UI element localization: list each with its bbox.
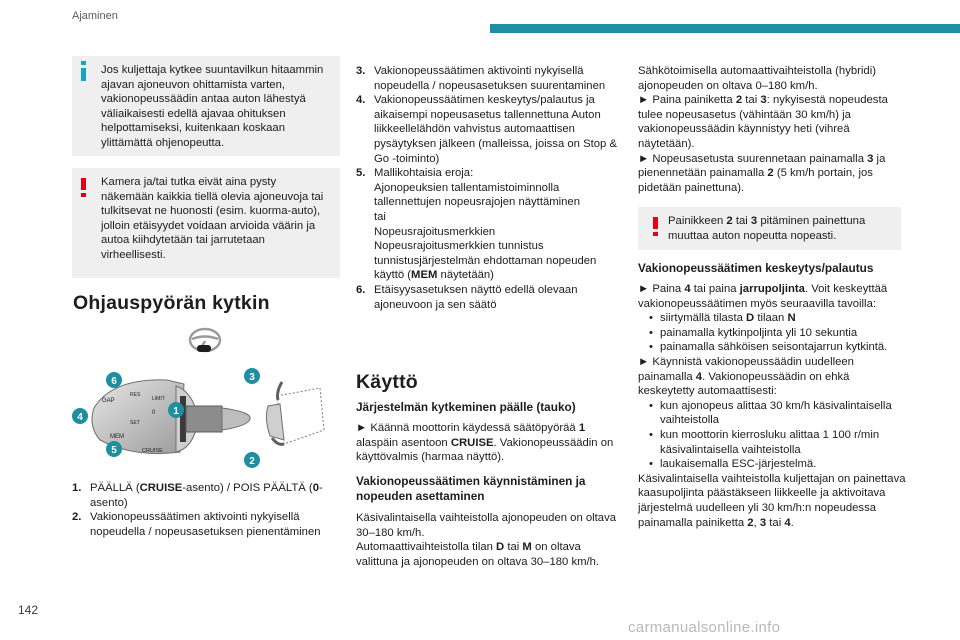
p3-d: M — [522, 541, 532, 554]
r-p6-a: Käsivalintaisella vaihteistolla kuljettajan on painettava kaasupoljinta päästäkseen liikkeelle ja aktivoitava järjestelmä uudelleen yli 30 km/h:n nopeudessa painamalla painiketta — [638, 472, 906, 529]
rw-c: tai — [732, 215, 751, 227]
list-item: • kun moottorin kierrosluku alittaa 1 100 r/min käsivalintaisella vaihteistolla — [638, 428, 906, 457]
callout-4: 4 — [77, 412, 83, 423]
list-item-6 — [356, 283, 618, 312]
r-p2-d: 3 — [760, 94, 767, 107]
warning-icon — [81, 178, 86, 190]
item1-text-a: PÄÄLLÄ ( — [90, 482, 140, 494]
item5-line1: Mallikohtaisia eroja: — [374, 167, 474, 180]
list-item-2 — [72, 510, 340, 539]
stalk-label-mem: MEM — [110, 434, 124, 440]
b1-1-a: painamalla kytkinpoljinta yli 10 sekuntia — [660, 326, 858, 339]
warning-icon — [653, 217, 658, 229]
r-p4-d: jarrupoljinta — [739, 283, 805, 295]
rw-b: 2 — [726, 215, 733, 227]
item4-text: Vakionopeussäätimen keskeytys/palautus ja aikaisempi nopeusasetus tallennettuna Auton liikkeellelähdön vahvistus automaattisen pysäytyksen jälkeen (malleissa, joissa on Stop & Go -toiminto) — [374, 94, 617, 165]
info-note-text: Jos kuljettaja kytkee suuntavilkun hitaammin ajavan ajoneuvon ohittamista varten, vakionopeussäädin antaa auton lähestyä väliaikaisesti edellä ajavaa ohituksen helpottamiseksi, kuitenkaan koskaan ylittämättä ohjenopeutta. — [101, 64, 324, 149]
r-p6-d: 3 — [759, 516, 767, 529]
list-item — [638, 311, 906, 326]
r-p4-a: ► Paina — [638, 283, 685, 295]
r-p5-b: 4 — [695, 370, 703, 383]
r-p2-a: ► Paina painiketta — [638, 94, 736, 107]
item-number: 1. — [72, 482, 82, 494]
p1-e: . Vakionopeussäädin on käyttövalmis (harmaa näyttö). — [356, 436, 614, 464]
r-p5-c: . Vakionopeussäädin on ehkä keskeytetty automaattisesti: — [638, 370, 850, 398]
list-item-4 — [356, 93, 618, 166]
r-p5-a: ► Käynnistä vakionopeussäädin uudelleen painamalla — [638, 355, 854, 383]
item5-line3: tai — [374, 210, 386, 223]
r-p6-f: 4 — [784, 516, 791, 529]
callout-1: 1 — [173, 406, 179, 417]
p1-c: alaspäin asentoon — [356, 436, 451, 449]
r-p4-b: 4 — [684, 283, 691, 295]
r-p6-e: tai — [766, 516, 785, 529]
p1-b: 1 — [578, 422, 586, 434]
rw-e: pitäminen painettuna muuttaa auton nopeutta nopeasti. — [668, 215, 866, 242]
p3-c: tai — [504, 541, 523, 554]
p3-b: D — [496, 541, 505, 554]
item5-line4: Nopeusrajoitusmerkkien — [374, 225, 496, 238]
list-item: • kun ajonopeus alittaa 30 km/h käsivalintaisella vaihteistolla — [638, 399, 906, 428]
item3-text: Vakionopeussäätimen aktivointi nykyisellä nopeudella / nopeusasetuksen suurentaminen — [374, 65, 606, 92]
item5-line5b: MEM — [411, 269, 438, 282]
steering-wheel-icon — [186, 325, 224, 357]
p3-a: Automaattivaihteistolla tilan — [356, 541, 497, 554]
r-p4-c: tai paina — [690, 283, 740, 295]
section-title: Ajaminen — [72, 10, 118, 22]
page-number: 142 — [18, 603, 39, 617]
item-number: 6. — [356, 283, 366, 296]
p1-d: CRUISE — [450, 436, 494, 449]
stalk-label-res: RES — [130, 392, 141, 398]
r-p6-c: , — [753, 516, 760, 529]
r-p2-c: tai — [742, 94, 761, 107]
warning-note-text: Kamera ja/tai tutka eivät aina pysty näkemään kaikkia tiellä olevia ajoneuvoja tai tulkitsevat ne huonosti (esim. kuorma-auto), jolloin etäisyydet voidaan arvioida väärin ja autoa kiihdytetään tai jarrutetaan virheellisesti. — [101, 176, 324, 261]
stalk-label-gap: GAP — [102, 398, 115, 404]
cruise-stalk-illustration — [72, 366, 340, 470]
r-p3-a: ► Nopeusasetusta suurennetaan painamalla — [638, 152, 868, 165]
subheading-switch-on: Järjestelmän kytkeminen päälle (tauko) — [356, 400, 576, 414]
right-warning-note — [638, 207, 901, 250]
right-top-paras — [638, 64, 908, 195]
callout-2: 2 — [249, 456, 255, 467]
item1-text-c: -asento) / POIS PÄÄLTÄ ( — [182, 482, 313, 494]
left-list — [72, 481, 340, 539]
b1-0-c: tilaan — [754, 312, 788, 325]
stalk-label-set: SET — [130, 420, 140, 426]
r-p3-d: 2 — [767, 167, 774, 180]
subheading-pause-resume: Vakionopeussäätimen keskeytys/palautus — [638, 261, 874, 275]
b1-0-d: N — [787, 312, 796, 325]
subheading-start-set-speed: Vakionopeussäätimen käynnistäminen ja nopeuden asettaminen — [356, 474, 586, 503]
item6-text: Etäisyysasetuksen näyttö edellä olevaan ajoneuvoon ja sen säätö — [374, 283, 578, 311]
r-p6-b: 2 — [747, 516, 754, 529]
p1-a: ► Käännä moottorin käydessä säätöpyörää — [356, 422, 579, 434]
list-item-3 — [356, 64, 618, 93]
stalk-label-off: 0 — [152, 410, 156, 416]
heading-operation: Käyttö — [356, 371, 418, 393]
callout-5: 5 — [111, 445, 117, 456]
info-note — [72, 56, 340, 156]
p2: Käsivalintaisella vaihteistolla ajonopeuden on oltava 30–180 km/h. — [356, 512, 617, 539]
list-item — [638, 326, 906, 341]
middle-para-1 — [356, 421, 618, 465]
p3-e: on oltava valittuna ja ajonopeuden on oltava 30–180 km/h. — [356, 541, 600, 568]
middle-list — [356, 64, 618, 312]
list-item — [638, 340, 906, 355]
info-icon — [81, 68, 86, 81]
r-p3-e: (5 km/h portain, jos pidetään painettuna). — [638, 167, 873, 194]
heading-steering-switch: Ohjauspyörän kytkin — [73, 292, 270, 314]
list-item-5 — [356, 166, 618, 283]
list-item-1 — [72, 481, 340, 510]
item-number: 5. — [356, 167, 366, 180]
middle-para-2 — [356, 511, 618, 569]
b1-2-a: painamalla sähköisen seisontajarrun kytkintä. — [660, 341, 888, 354]
item5-line5a: Nopeusrajoitusmerkkien tunnistus tunnistusjärjestelmän ehdottaman nopeuden käyttö ( — [374, 240, 597, 282]
item-number: 4. — [356, 94, 366, 107]
r-p2-e: : nykyisestä nopeudesta tulee nopeusasetus (vähintään 30 km/h) ja vakionopeussäädin käynnistyy heti (vihreä näytetään). — [638, 94, 888, 150]
r-p3-b: 3 — [867, 152, 874, 165]
r-p4-e: . Voit keskeyttää vakionopeussäätimen myös seuraavilla tavoilla: — [638, 283, 888, 310]
rw-d: 3 — [750, 215, 758, 227]
r-p1: Sähkötoimisella automaattivaihteistolla (hybridi) ajonopeuden on oltava 0–180 km/h. — [638, 65, 876, 92]
warning-note — [72, 168, 340, 278]
right-bottom-paras — [638, 282, 906, 530]
list-item: • laukaisemalla ESC-järjestelmä. — [638, 457, 906, 472]
stalk-label-limit: LIMIT — [152, 396, 165, 402]
stalk-label-cruise: CRUISE — [142, 448, 163, 454]
item1-text-d: 0 — [312, 482, 319, 494]
header-accent-bar — [490, 24, 960, 33]
callout-6: 6 — [111, 376, 117, 387]
r-p6-g: . — [790, 516, 794, 529]
item1-text-b: CRUISE — [139, 482, 183, 494]
b1-0-b: D — [746, 312, 755, 325]
item1-text-e: -asento) — [90, 482, 323, 509]
rw-a: Painikkeen — [668, 215, 727, 227]
b1-0-a: siirtymällä tilasta — [660, 312, 747, 325]
watermark: carmanualsonline.info — [628, 619, 781, 636]
callout-3: 3 — [249, 372, 255, 383]
r-p2-b: 2 — [735, 94, 743, 107]
r-p3-c: ja pienennetään painamalla — [638, 152, 886, 180]
item2-text: Vakionopeussäätimen aktivointi nykyisellä nopeudella / nopeusasetuksen pienentäminen — [90, 511, 321, 538]
item-number: 2. — [72, 511, 82, 524]
item5-line5c: näytetään) — [437, 269, 494, 282]
item-number: 3. — [356, 65, 366, 77]
item5-line2: Ajonopeuksien tallentamistoiminnolla tallennettujen nopeusrajojen näyttäminen — [374, 181, 581, 209]
